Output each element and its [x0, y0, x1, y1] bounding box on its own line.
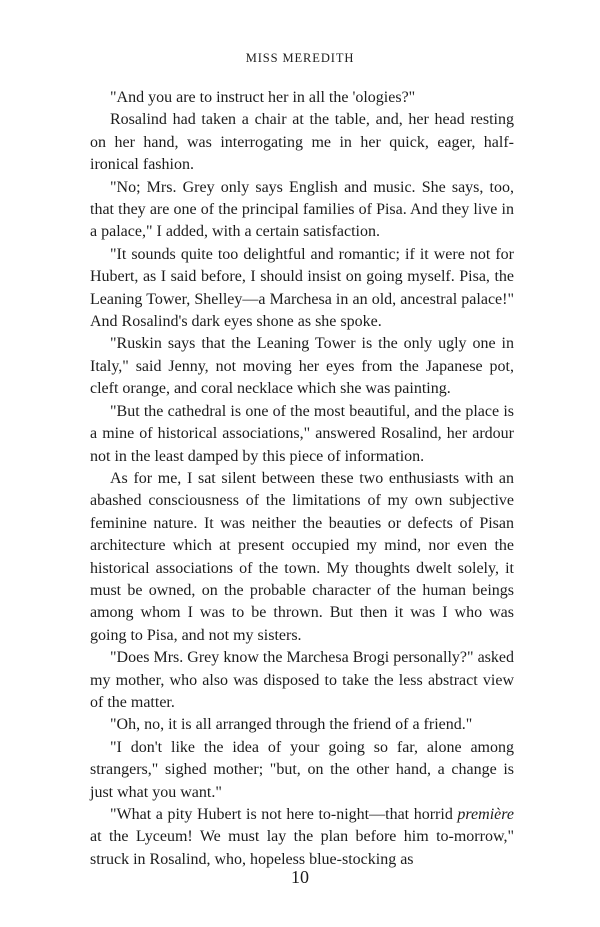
paragraph: "Does Mrs. Grey know the Marchesa Brogi personally?" asked my mother, who also was disposed to take the less abstract view of the matter.	[90, 649, 514, 711]
paragraph: As for me, I sat silent between these two enthusiasts with an abashed consciousness of the limitations of my own subjective feminine nature. It was neither the beauties or defects of Pisan architecture which at present occupied my mind, nor even the historical associations of the town. My thoughts dwelt solely, it must be owned, on the probable character of the human beings among whom I was to be thrown. But then it was I who was going to Pisa, and not my sisters.	[90, 469, 514, 644]
paragraph: "No; Mrs. Grey only says English and music. She says, too, that they are one of the principal families of Pisa. And they live in a palace," I added, with a certain satisfaction.	[90, 178, 514, 241]
paragraph: "Oh, no, it is all arranged through the friend of a friend."	[110, 716, 473, 734]
paragraph: Rosalind had taken a chair at the table, and, her head resting on her hand, was interrogating me in her quick, eager, half-ironical fashion.	[90, 111, 514, 174]
running-head: MISS MEREDITH	[245, 51, 355, 65]
paragraph: "Ruskin says that the Leaning Tower is the only ugly one in Italy," said Jenny, not moving her eyes from the Japanese pot, cleft orange, and coral necklace which she was painting.	[90, 335, 514, 398]
paragraph: "And you are to instruct her in all the 'ologies?"	[110, 89, 416, 106]
paragraph-text: "What a pity Hubert is not here to-night—that horrid	[110, 806, 458, 823]
paragraph: "I don't like the idea of your going so far, alone among strangers," sighed mother; "but, on the other hand, a change is just what you want."	[90, 738, 514, 801]
paragraph-text: at the Lyceum! We must lay the plan before him to-morrow," struck in Rosalind, who, hopeless blue-stocking as	[90, 828, 514, 868]
page-number: 10	[291, 867, 309, 887]
paragraph: "But the cathedral is one of the most beautiful, and the place is a mine of historical associations," answered Rosalind, her ardour not in the least damped by this piece of information.	[90, 402, 514, 465]
paragraph: "It sounds quite too delightful and romantic; if it were not for Hubert, as I said before, I should insist on going myself. Pisa, the Leaning Tower, Shelley—a Marchesa in an old, ancestral palace!" And Rosalind's dark eyes shone as she spoke.	[90, 245, 514, 331]
body-text	[90, 87, 514, 871]
italic-word: première	[457, 806, 514, 823]
paragraph-last	[90, 804, 514, 871]
